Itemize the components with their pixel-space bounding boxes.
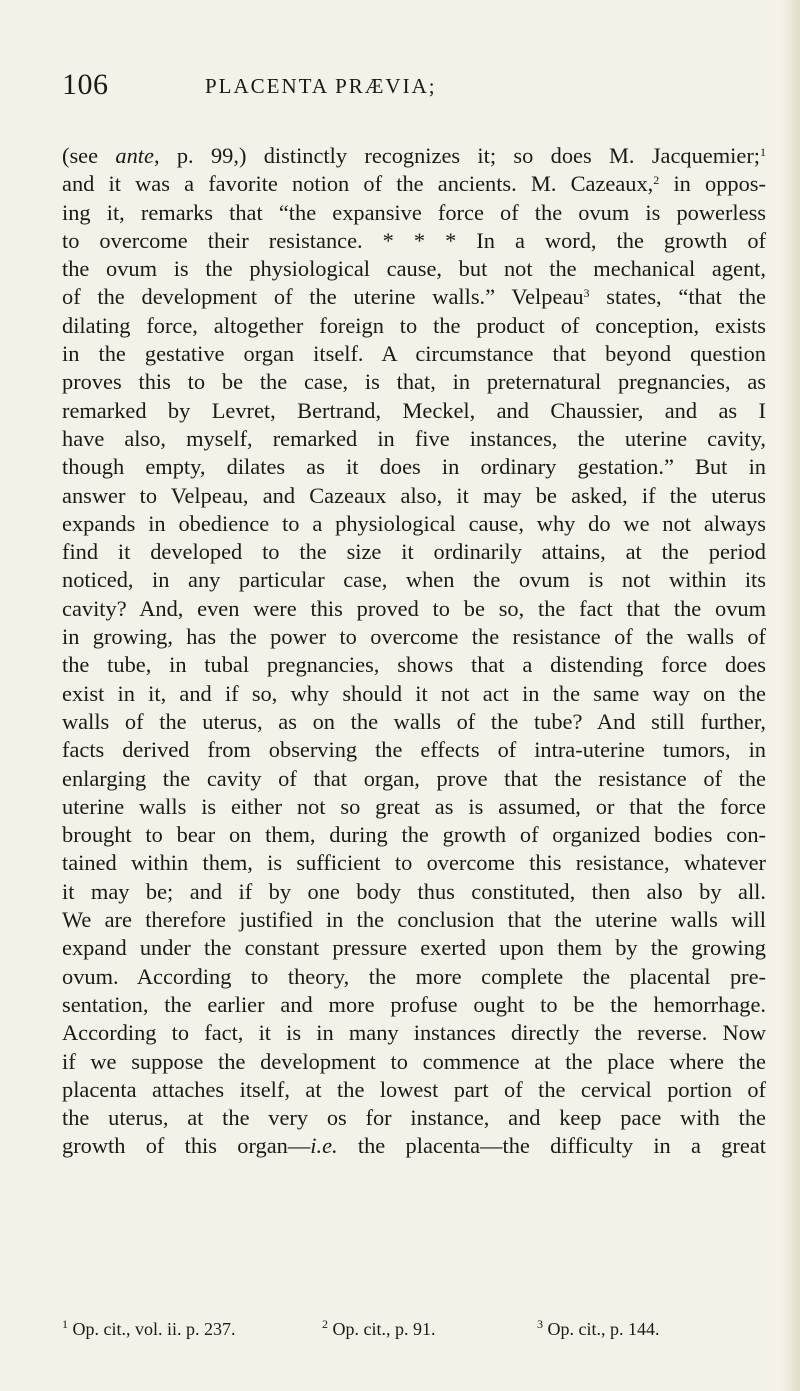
text-line: facts derived from observing the effects of intra-uterine tumors, in xyxy=(62,737,766,763)
text-line: and it was a favorite notion of the ancients. M. Cazeaux,$^2$ in oppos- xyxy=(62,171,766,197)
text-line: of the development of the uterine walls.” Velpeau$^3$ states, “that the xyxy=(62,284,766,310)
text-line: proves this to be the case, is that, in preternatural pregnancies, as xyxy=(62,369,766,395)
footnote-ref: 2 xyxy=(653,173,660,188)
text-line: it may be; and if by one body thus constituted, then also by all. xyxy=(62,878,766,904)
text-line: remarked by Levret, Bertrand, Meckel, and Chaussier, and as I xyxy=(62,397,766,423)
footnote-mark: 3 xyxy=(537,1317,543,1331)
page-edge-shadow xyxy=(782,0,800,1391)
text-line: expand under the constant pressure exerted upon them by the growing xyxy=(62,935,766,961)
text-line: enlarging the cavity of that organ, prove that the resistance of the xyxy=(62,765,766,791)
text-line: dilating force, altogether foreign to the product of conception, exists xyxy=(62,312,766,338)
text-line: exist in it, and if so, why should it not act in the same way on the xyxy=(62,680,766,706)
text-line: brought to bear on them, during the growth of organized bodies con- xyxy=(62,822,766,848)
footnotes xyxy=(62,1318,766,1342)
text-line: placenta attaches itself, at the lowest part of the cervical portion of xyxy=(62,1076,766,1102)
footnote: $^3$ Op. cit., p. 144. xyxy=(537,1317,660,1339)
text-line: ing it, remarks that “the expansive force of the ovum is powerless xyxy=(62,199,766,225)
text-line: the tube, in tubal pregnancies, shows that a distending force does xyxy=(62,652,766,678)
text-line: answer to Velpeau, and Cazeaux also, it may be asked, if the uterus xyxy=(62,482,766,508)
footnote-ref: 3 xyxy=(583,286,590,301)
text-line: sentation, the earlier and more profuse ought to be the hemorrhage. xyxy=(62,991,766,1017)
text-line: the uterus, at the very os for instance, and keep pace with the xyxy=(62,1105,766,1131)
footnote: $^1$ Op. cit., vol. ii. p. 237. xyxy=(62,1317,236,1339)
text-line: growth of this organ—i.e. the placenta—the difficulty in a great xyxy=(62,1133,766,1159)
body-text xyxy=(62,142,766,1161)
text-line: uterine walls is either not so great as is assumed, or that the force xyxy=(62,793,766,819)
text-line: tained within them, is sufficient to overcome this resistance, whatever xyxy=(62,850,766,876)
footnote-ref: 1 xyxy=(760,145,766,159)
running-head: PLACENTA PRÆVIA; xyxy=(205,74,437,98)
text-line: the ovum is the physiological cause, but not the mechanical agent, xyxy=(62,256,766,282)
page-header xyxy=(62,70,762,104)
text-line: have also, myself, remarked in five instances, the uterine cavity, xyxy=(62,425,766,451)
text-line: noticed, in any particular case, when the ovum is not within its xyxy=(62,567,766,593)
text-line: to overcome their resistance. * * * In a word, the growth of xyxy=(62,227,766,253)
footnote-mark: 2 xyxy=(322,1317,328,1331)
text-line: According to fact, it is in many instances directly the reverse. Now xyxy=(62,1020,766,1046)
text-line: expands in obedience to a physiological cause, why do we not always xyxy=(62,510,766,536)
text-line: though empty, dilates as it does in ordinary gestation.” But in xyxy=(62,454,766,480)
page-number: 106 xyxy=(62,68,109,101)
text-line: (see ante, p. 99,) distinctly recognizes it; so does M. Jacquemier;$^1$ xyxy=(62,143,766,168)
text-line: in the gestative organ itself. A circumstance that beyond question xyxy=(62,341,766,367)
text-line: cavity? And, even were this proved to be so, the fact that the ovum xyxy=(62,595,766,621)
footnote: $^2$ Op. cit., p. 91. xyxy=(322,1317,436,1339)
text-line: find it developed to the size it ordinarily attains, at the period xyxy=(62,539,766,565)
text-line: if we suppose the development to commence at the place where the xyxy=(62,1048,766,1074)
text-line: in growing, has the power to overcome the resistance of the walls of xyxy=(62,624,766,650)
text-line: We are therefore justified in the conclusion that the uterine walls will xyxy=(62,907,766,933)
footnote-mark: 1 xyxy=(62,1317,68,1331)
text-line: ovum. According to theory, the more complete the placental pre- xyxy=(62,963,766,989)
text-line: walls of the uterus, as on the walls of the tube? And still further, xyxy=(62,708,766,734)
